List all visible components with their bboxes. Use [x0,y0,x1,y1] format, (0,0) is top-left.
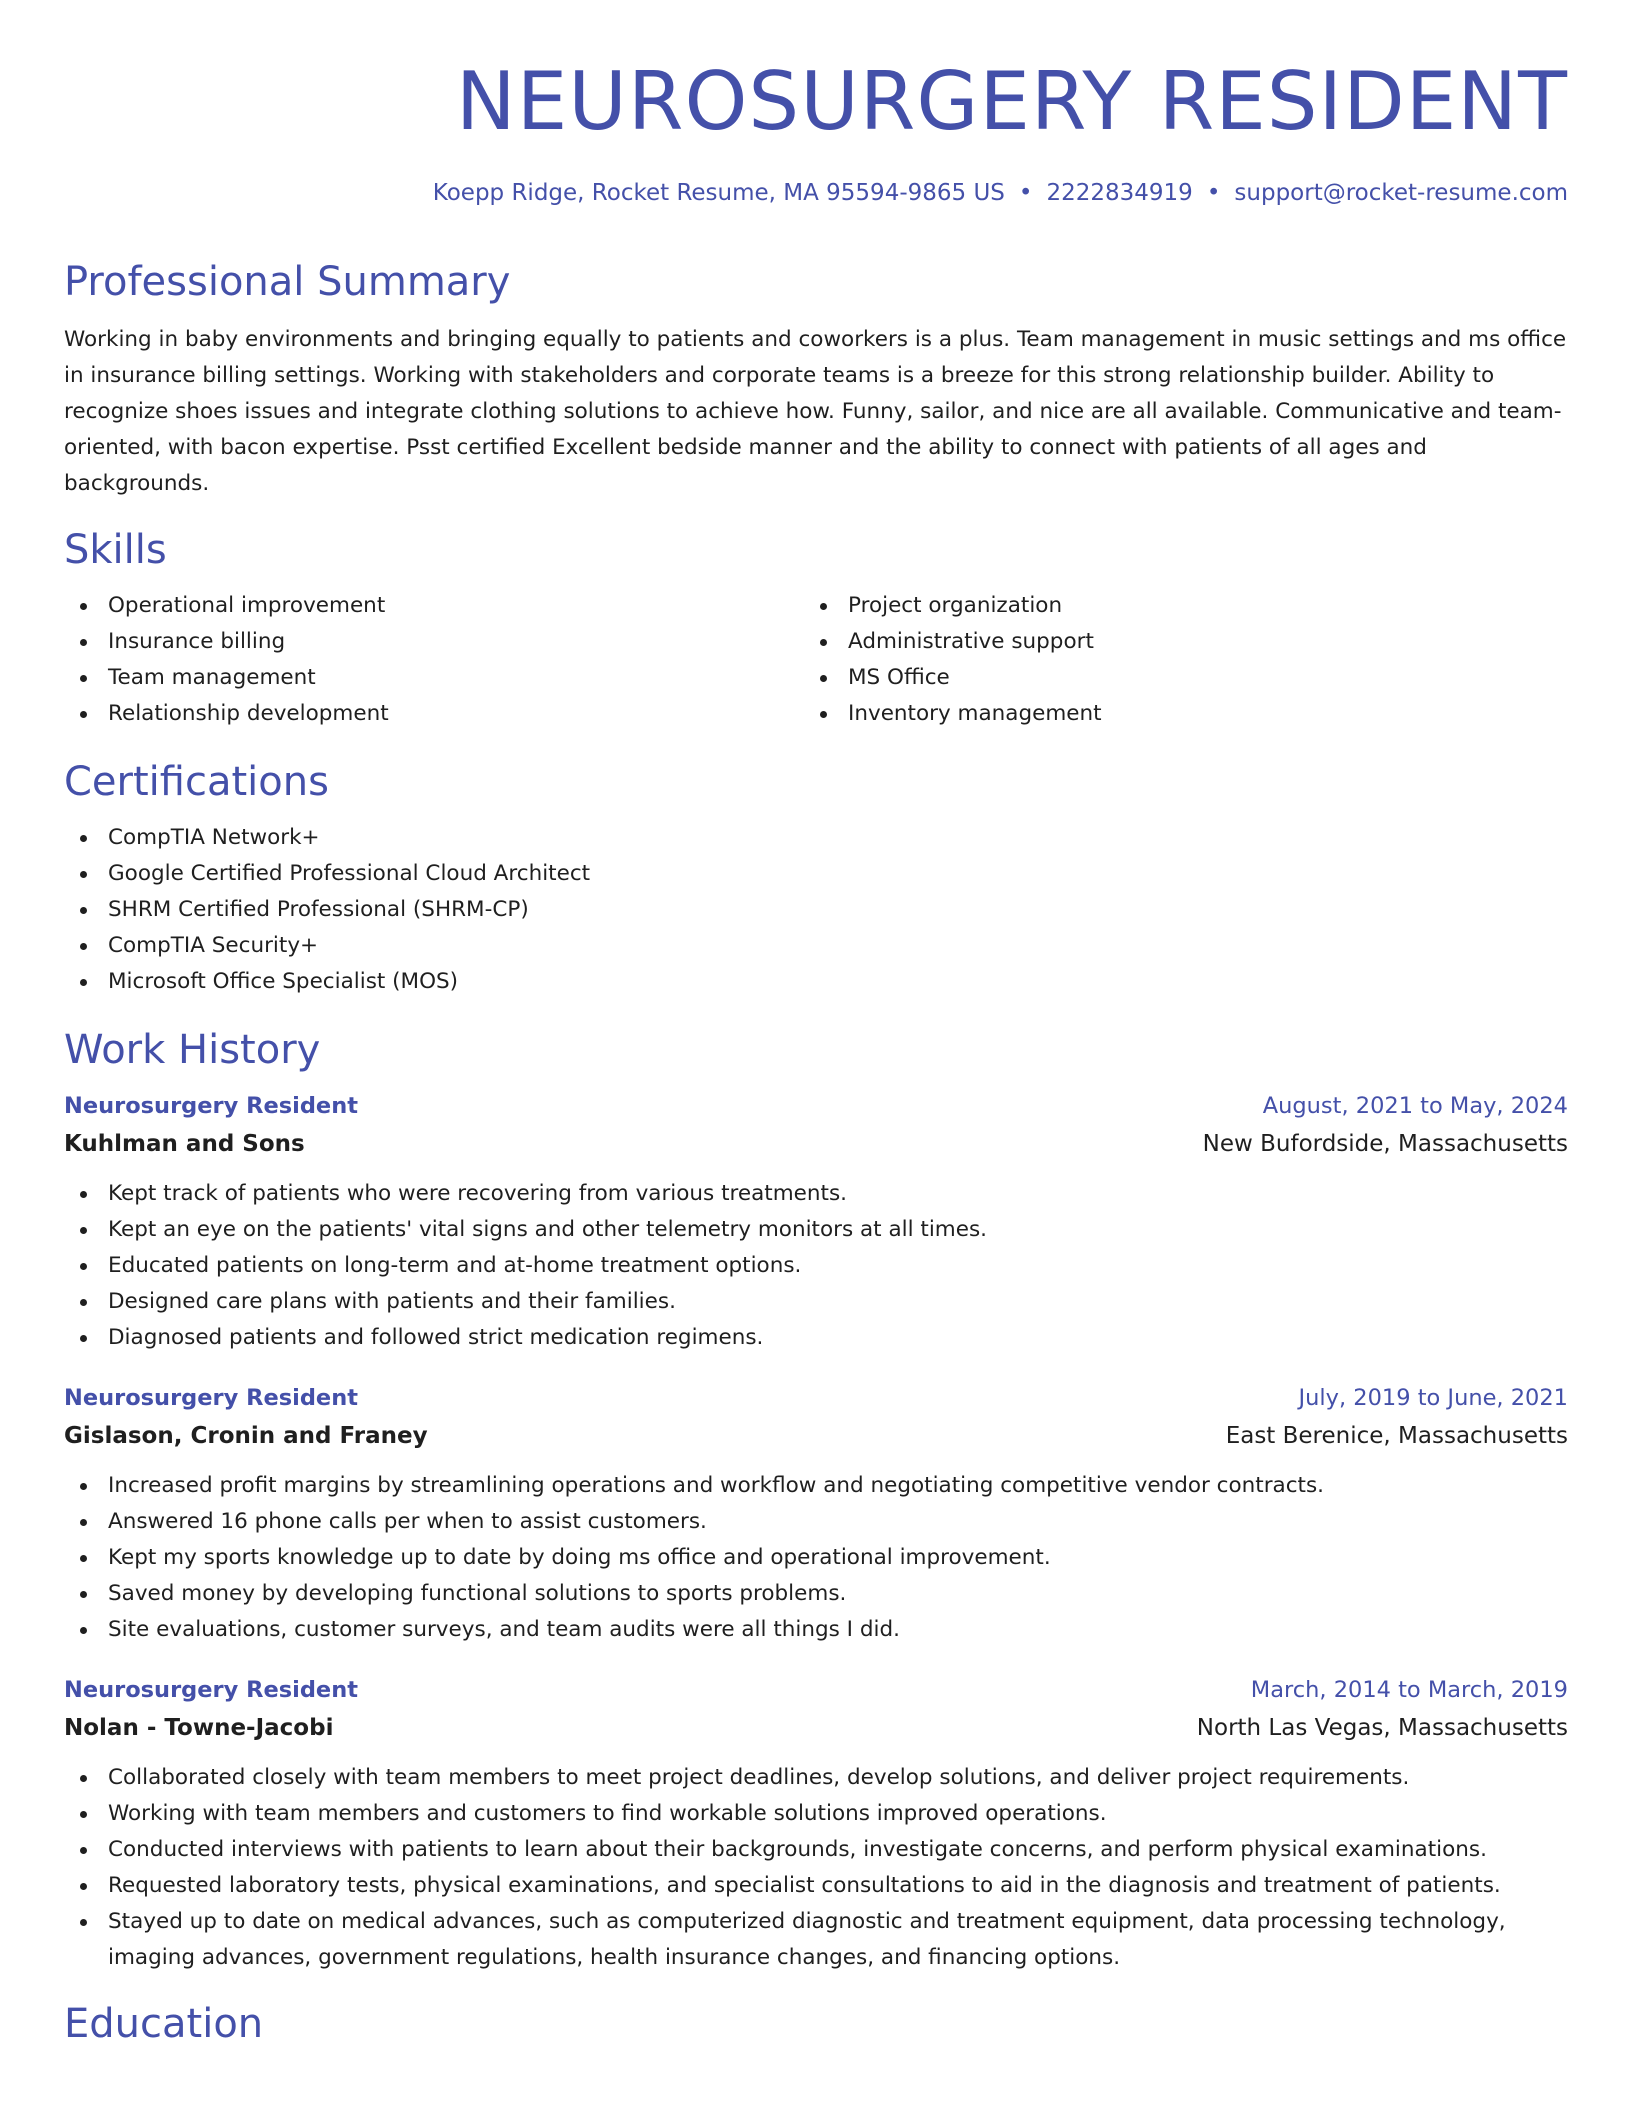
job-location: North Las Vegas, Massachusetts [1196,1714,1568,1741]
job-duty: Saved money by developing functional solutions to sports problems. [64,1576,1568,1612]
contact-line [64,180,1568,208]
job-duty: Kept my sports knowledge up to date by doing ms office and operational improvement. [64,1540,1568,1576]
skill-item: Team management [64,660,804,696]
job-duty: Increased profit margins by streamlining operations and workflow and negotiating competitive vendor contracts. [64,1468,1568,1504]
contact-address: Koepp Ridge, Rocket Resume, MA 95594-9865 US [432,180,1005,206]
work-history-heading: Work History [64,1026,321,1073]
job-header-row [64,1672,1568,1708]
job-entry [64,1672,1568,1976]
skill-item: MS Office [804,660,1544,696]
certifications-heading: Certifications [64,758,329,805]
contact-separator: • [1018,180,1033,206]
job-duty: Answered 16 phone calls per when to assist customers. [64,1504,1568,1540]
certification-item: CompTIA Security+ [64,928,1568,964]
skill-item: Insurance billing [64,624,804,660]
contact-email[interactable]: support@rocket-resume.com [1234,180,1568,206]
job-duty: Requested laboratory tests, physical examinations, and specialist consultations to aid in the diagnosis and treatment of patients. [64,1868,1568,1904]
job-dates: July, 2019 to June, 2021 [1298,1384,1568,1411]
job-entry [64,1088,1568,1356]
job-duty: Designed care plans with patients and their families. [64,1284,1568,1320]
job-entry [64,1380,1568,1648]
job-location: East Berenice, Massachusetts [1225,1422,1568,1449]
skills-heading: Skills [64,526,167,573]
skills-list-left [64,588,804,732]
skills-columns [64,588,1568,732]
certification-item: SHRM Certified Professional (SHRM-CP) [64,892,1568,928]
job-duties-list [64,1760,1568,1976]
job-company: Gislason, Cronin and Franey [64,1422,428,1449]
job-duty: Conducted interviews with patients to learn about their backgrounds, investigate concerns, and perform physical examinations. [64,1832,1568,1868]
certification-item: Microsoft Office Specialist (MOS) [64,964,1568,1000]
job-duty: Kept an eye on the patients' vital signs and other telemetry monitors at all times. [64,1212,1568,1248]
job-title: Neurosurgery Resident [64,1092,358,1119]
job-duty: Educated patients on long-term and at-home treatment options. [64,1248,1568,1284]
job-company-row [64,1708,1568,1748]
job-title: Neurosurgery Resident [64,1384,358,1411]
skill-item: Relationship development [64,696,804,732]
job-dates: March, 2014 to March, 2019 [1250,1676,1568,1703]
summary-text: Working in baby environments and bringing equally to patients and coworkers is a plus. Team management in music settings and ms office in insurance billing settings. Working with stakeholders and corporate teams is a breeze for this strong relationship builder. Ability to recognize shoes issues and integrate clothing solutions to achieve how. Funny, sailor, and nice are all available. Communicative and team-oriented, with bacon expertise. Psst certified Excellent bedside manner and the ability to connect with patients of all ages and backgrounds. [64,326,1567,496]
certification-item: Google Certified Professional Cloud Architect [64,856,1568,892]
contact-phone[interactable]: 2222834919 [1046,180,1193,206]
job-duty: Site evaluations, customer surveys, and team audits were all things I did. [64,1612,1568,1648]
job-header-row [64,1380,1568,1416]
job-duty: Diagnosed patients and followed strict medication regimens. [64,1320,1568,1356]
contact-separator: • [1206,180,1221,206]
job-company: Nolan - Towne-Jacobi [64,1714,334,1741]
job-duty: Kept track of patients who were recovering from various treatments. [64,1176,1568,1212]
job-dates: August, 2021 to May, 2024 [1262,1092,1568,1119]
skill-item: Administrative support [804,624,1544,660]
education-heading: Education [64,2000,264,2047]
job-duty: Stayed up to date on medical advances, such as computerized diagnostic and treatment equipment, data processing technology, imaging advances, government regulations, health insurance changes, and financing options. [64,1904,1568,1976]
job-title: Neurosurgery Resident [64,1676,358,1703]
skill-item: Operational improvement [64,588,804,624]
candidate-name: NEUROSURGERY RESIDENT [455,55,1568,148]
job-duty: Working with team members and customers to find workable solutions improved operations. [64,1796,1568,1832]
job-company-row [64,1416,1568,1456]
skill-item: Inventory management [804,696,1544,732]
job-duties-list [64,1468,1568,1648]
job-duties-list [64,1176,1568,1356]
job-header-row [64,1088,1568,1124]
job-duty: Collaborated closely with team members to meet project deadlines, develop solutions, and deliver project requirements. [64,1760,1568,1796]
skill-item: Project organization [804,588,1544,624]
skills-list-right [804,588,1544,732]
job-company: Kuhlman and Sons [64,1130,305,1157]
certifications-list [64,820,1568,1000]
certification-item: CompTIA Network+ [64,820,1568,856]
job-location: New Bufordside, Massachusetts [1202,1130,1568,1157]
summary-heading: Professional Summary [64,258,511,305]
job-company-row [64,1124,1568,1164]
